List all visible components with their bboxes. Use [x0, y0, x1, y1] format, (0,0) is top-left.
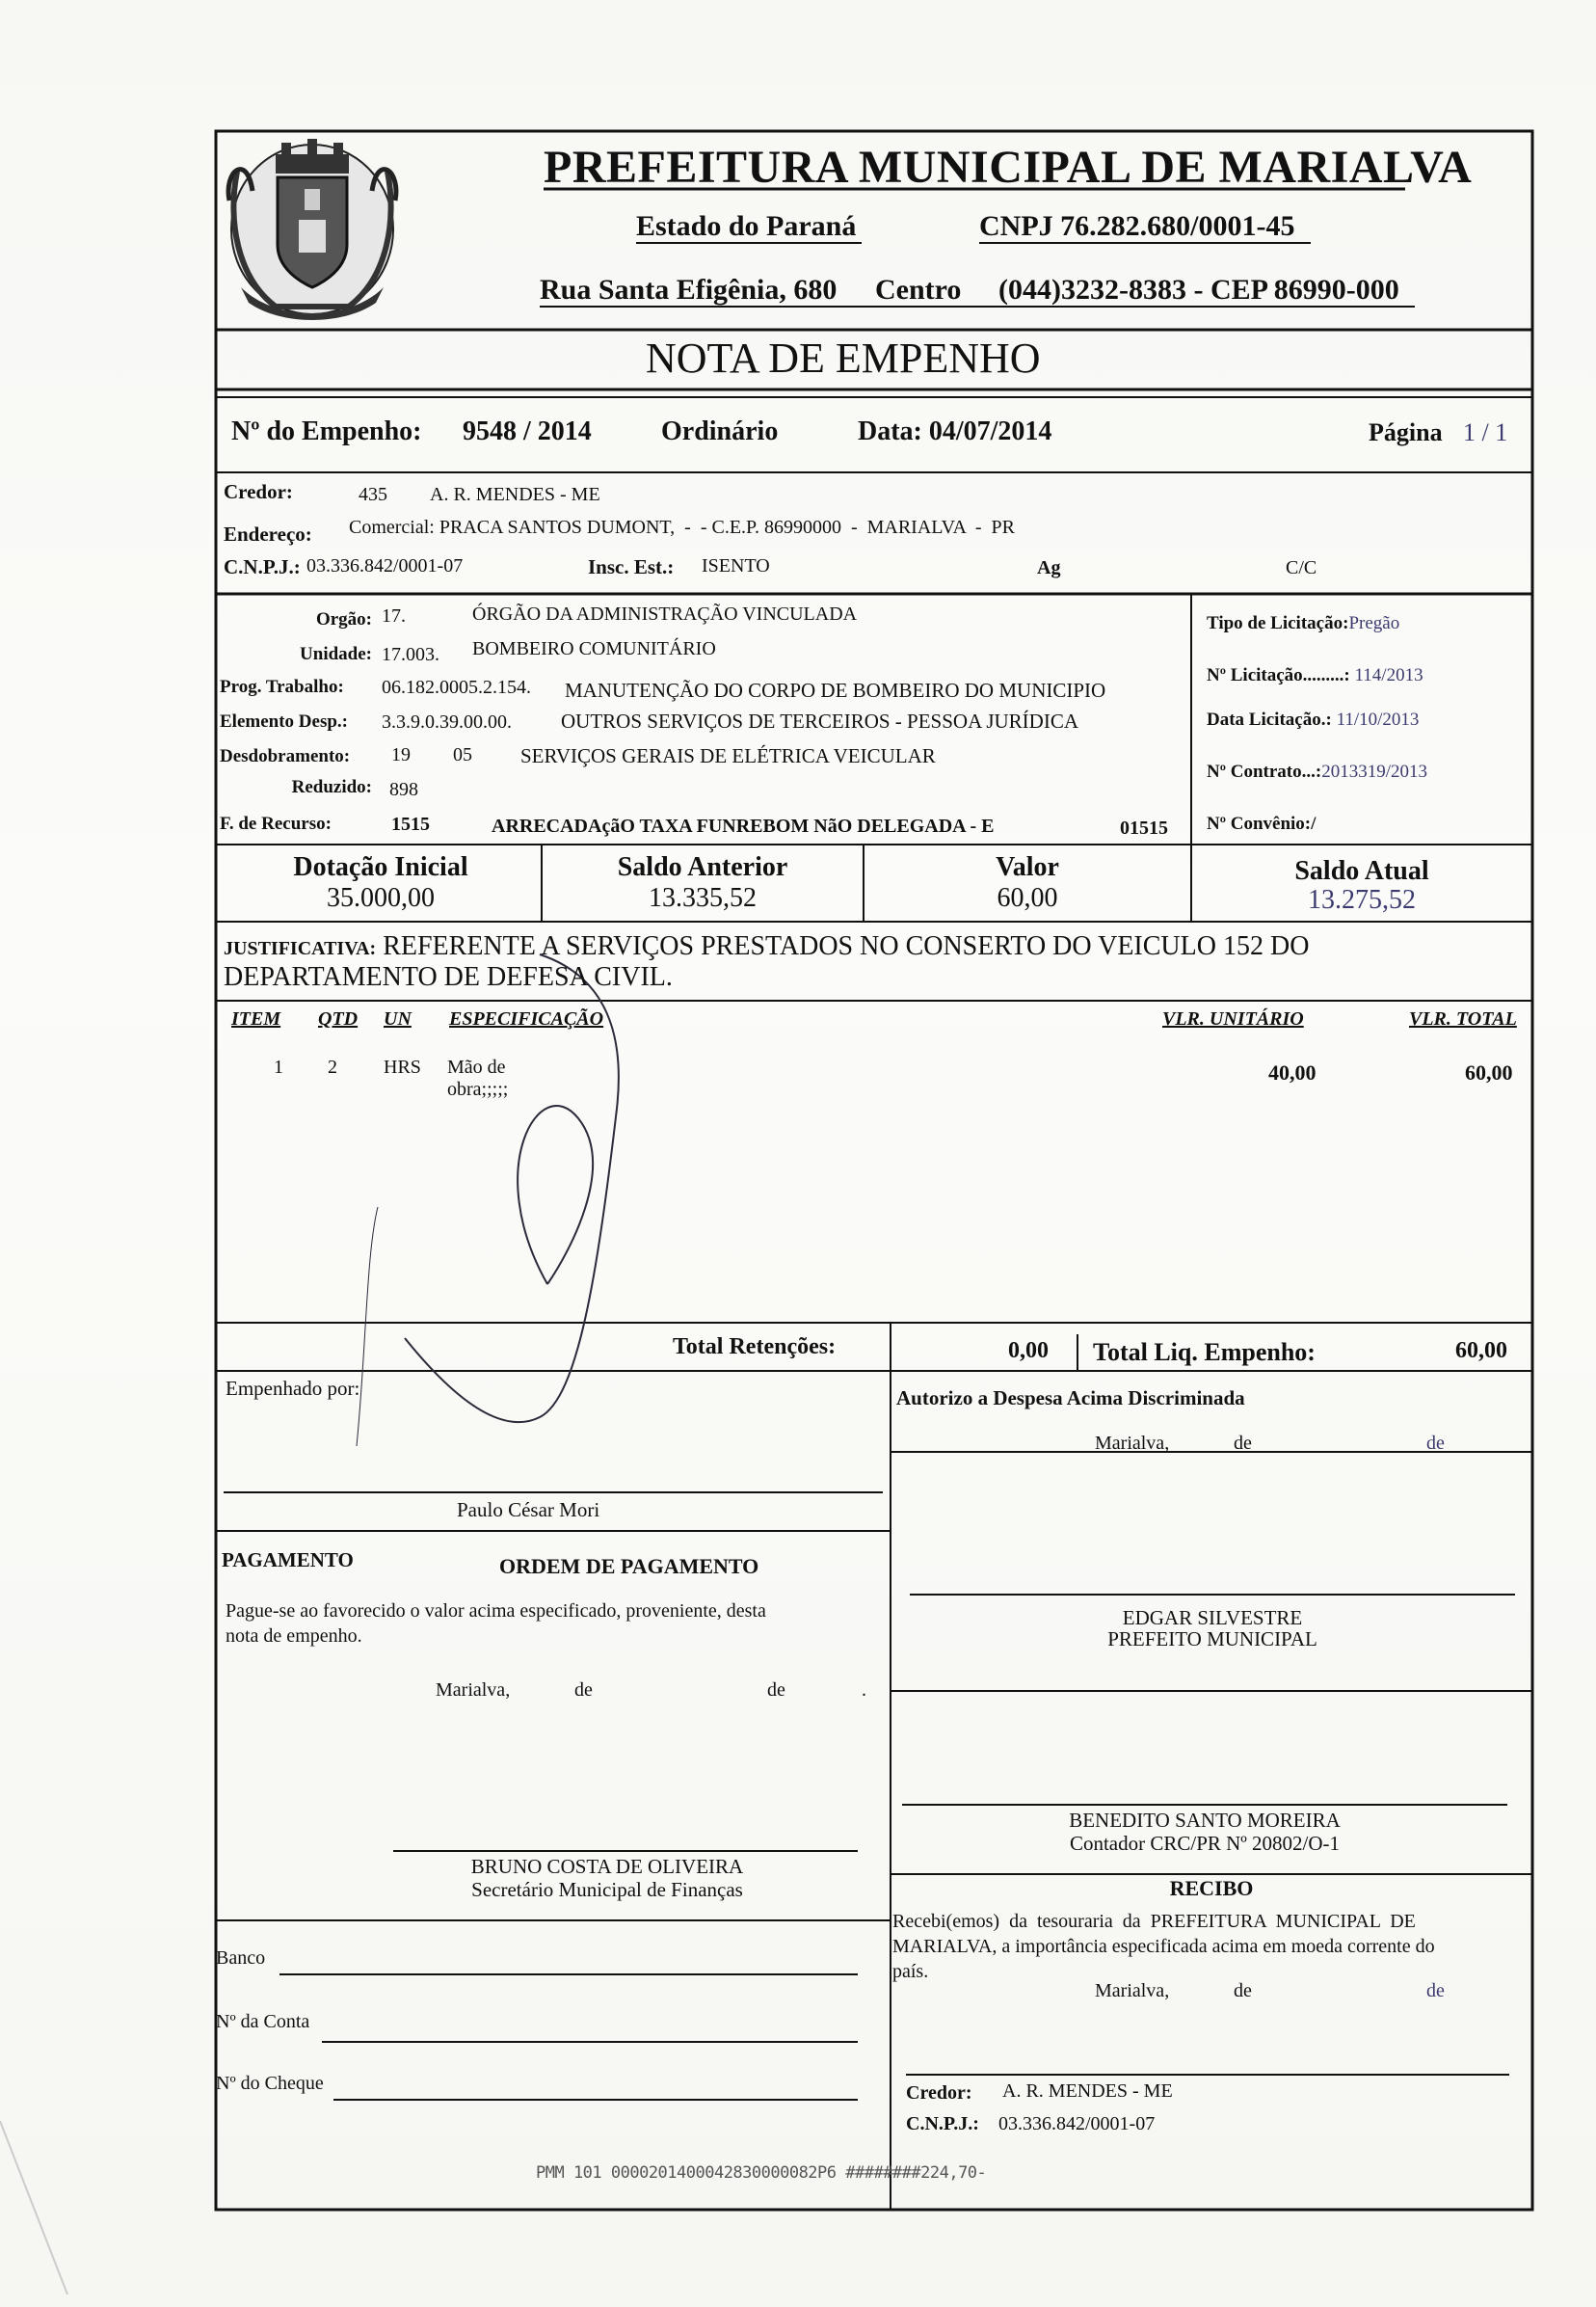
autorizo-de1: de [1234, 1433, 1252, 1454]
dotacao-label: Dotação Inicial [293, 852, 468, 882]
justificativa-line2: DEPARTAMENTO DE DEFESA CIVIL. [224, 962, 673, 992]
orgao-code: 17. [382, 605, 406, 627]
row-item: 1 [274, 1057, 283, 1078]
autorizo-city: Marialva, [1095, 1433, 1170, 1454]
page-label: Página [1369, 418, 1443, 446]
licitacao-tipo-label: Tipo de Licitação: [1207, 613, 1349, 633]
reduzido-label: Reduzido: [291, 777, 372, 797]
saldo-atual-value: 13.275,52 [1308, 885, 1416, 915]
header-district: Centro [875, 274, 962, 306]
prog-code: 06.182.0005.2.154. [382, 677, 531, 698]
empenhado-label: Empenhado por: [226, 1377, 360, 1400]
recibo-texto3: país. [892, 1961, 929, 1982]
licitacao-tipo [1207, 613, 1399, 634]
saldo-anterior-label: Saldo Anterior [617, 852, 788, 882]
col-total-header: VLR. TOTAL [1409, 1008, 1517, 1030]
row-un: HRS [384, 1057, 421, 1078]
prefeito-nome: EDGAR SILVESTRE [1122, 1606, 1303, 1629]
insc-value: ISENTO [702, 555, 770, 577]
credor-cnpj: 03.336.842/0001-07 [306, 555, 464, 577]
licitacao-data-value: 11/10/2013 [1336, 710, 1420, 730]
pagamento-de2: de [767, 1679, 785, 1701]
col-spec-header: ESPECIFICAÇÃO [449, 1008, 604, 1030]
unidade-name: BOMBEIRO COMUNITÁRIO [472, 638, 716, 659]
row-total: 60,00 [1465, 1060, 1513, 1085]
justificativa-label: JUSTIFICATIVA: [224, 938, 377, 959]
desdobramento-a: 19 [391, 744, 411, 765]
prefeito-cargo: PREFEITO MUNICIPAL [1107, 1627, 1317, 1650]
page-value: 1 / 1 [1463, 418, 1508, 446]
desdobramento-b: 05 [453, 744, 472, 765]
justificativa [224, 931, 1309, 962]
credor-address: Comercial: PRACA SANTOS DUMONT, - - C.E.P. 86990000 - MARIALVA - PR [349, 517, 1015, 538]
licitacao-data-label: Data Licitação.: [1207, 710, 1332, 730]
dotacao-value: 35.000,00 [327, 883, 435, 913]
orgao-name: ÓRGÃO DA ADMINISTRAÇÃO VINCULADA [472, 604, 858, 625]
credor-code: 435 [359, 484, 387, 505]
row-qtd: 2 [328, 1057, 337, 1078]
liq-label: Total Liq. Empenho: [1093, 1338, 1316, 1366]
elemento-code: 3.3.9.0.39.00.00. [382, 711, 512, 733]
credor-name: A. R. MENDES - ME [430, 484, 600, 505]
recibo-city: Marialva, [1095, 1980, 1170, 2001]
header-address: Rua Santa Efigênia, 680 [540, 274, 838, 306]
empenhado-nome: Paulo César Mori [457, 1498, 600, 1521]
footer-code: PMM 101 0000201400042830000082P6 ########224,70- [536, 2163, 987, 2183]
prog-name: MANUTENÇÃO DO CORPO DE BOMBEIRO DO MUNICIPIO [565, 679, 1106, 702]
recibo-cnpj: 03.336.842/0001-07 [998, 2113, 1156, 2134]
recibo-texto2: MARIALVA, a importância especificada acima em moeda corrente do [892, 1936, 1435, 1957]
reduzido-value: 898 [389, 779, 418, 800]
address-label: Endereço: [224, 523, 312, 546]
licitacao-data [1207, 710, 1419, 731]
recurso-name: ARRECADAçãO TAXA FUNREBOM NãO DELEGADA - E [492, 816, 995, 837]
contador-cargo: Contador CRC/PR Nº 20802/O-1 [1069, 1832, 1341, 1855]
desdobramento-name: SERVIÇOS GERAIS DE ELÉTRICA VEICULAR [520, 744, 936, 767]
credor-label: Credor: [224, 480, 293, 503]
pagamento-texto1: Pague-se ao favorecido o valor acima especificado, proveniente, desta [226, 1600, 766, 1622]
licitacao-num [1207, 665, 1423, 686]
empenho-date: Data: 04/07/2014 [858, 416, 1052, 446]
credor-cnpj-label: C.N.P.J.: [224, 555, 301, 578]
liq-value: 60,00 [1455, 1338, 1507, 1363]
recibo-title: RECIBO [1169, 1876, 1254, 1900]
document-title: NOTA DE EMPENHO [646, 335, 1041, 382]
insc-label: Insc. Est.: [588, 555, 675, 578]
unidade-label: Unidade: [300, 644, 372, 664]
banco-label: Banco [216, 1947, 266, 1969]
valor-label: Valor [996, 852, 1059, 882]
pagamento-texto2: nota de empenho. [226, 1625, 362, 1647]
empenho-type: Ordinário [661, 416, 779, 446]
saldo-anterior-value: 13.335,52 [649, 883, 757, 913]
elemento-name: OUTROS SERVIÇOS DE TERCEIROS - PESSOA JURÍDICA [561, 710, 1079, 733]
col-item-header: ITEM [231, 1008, 281, 1030]
unidade-code: 17.003. [382, 644, 439, 665]
retencoes-value: 0,00 [1008, 1338, 1049, 1363]
desdobramento-label: Desdobramento: [220, 746, 351, 766]
col-unit-header: VLR. UNITÁRIO [1162, 1008, 1304, 1030]
elemento-label: Elemento Desp.: [220, 711, 348, 732]
pagamento-city: Marialva, [436, 1679, 511, 1701]
recibo-de1: de [1234, 1980, 1252, 2001]
licitacao-num-value: 114/2013 [1354, 665, 1423, 685]
valor-value: 60,00 [997, 883, 1058, 913]
contrato-value: 2013319/2013 [1321, 762, 1427, 782]
recurso-label: F. de Recurso: [220, 814, 332, 834]
contrato [1207, 762, 1427, 783]
coat-of-arms-icon [218, 133, 407, 330]
justificativa-line1: REFERENTE A SERVIÇOS PRESTADOS NO CONSERTO DO VEICULO 152 DO [383, 931, 1310, 961]
recibo-de2: de [1426, 1980, 1445, 2001]
autorizo-label: Autorizo a Despesa Acima Discriminada [896, 1386, 1245, 1409]
row-unit: 40,00 [1268, 1060, 1317, 1085]
saldo-atual-label: Saldo Atual [1294, 856, 1429, 886]
ag-label: Ag [1037, 557, 1061, 578]
conta-label: Nº da Conta [216, 2011, 310, 2032]
secretario-nome: BRUNO COSTA DE OLIVEIRA [470, 1855, 744, 1878]
licitacao-num-label: Nº Licitação.........: [1207, 665, 1350, 685]
recibo-credor-label: Credor: [906, 2082, 972, 2104]
empenho-number: 9548 / 2014 [463, 416, 592, 446]
cc-label: C/C [1286, 557, 1317, 578]
header-phone-cep: (044)3232-8383 - CEP 86990-000 [998, 274, 1399, 306]
ordem-pagamento-label: ORDEM DE PAGAMENTO [499, 1554, 759, 1578]
orgao-label: Orgão: [315, 609, 372, 630]
row-spec: Mão de obra;;;;; [447, 1057, 509, 1100]
pagamento-de1: de [574, 1679, 593, 1701]
pagamento-period: . [862, 1679, 866, 1701]
contador-nome: BENEDITO SANTO MOREIRA [1069, 1809, 1341, 1832]
convenio-label: Nº Convênio:/ [1207, 814, 1317, 834]
autorizo-de2: de [1426, 1433, 1445, 1454]
recibo-credor: A. R. MENDES - ME [1002, 2080, 1173, 2102]
secretario-cargo: Secretário Municipal de Finanças [471, 1878, 743, 1901]
recurso-num: 01515 [1120, 818, 1168, 839]
licitacao-tipo-value: Pregão [1348, 613, 1400, 633]
col-un-header: UN [384, 1008, 412, 1030]
recibo-cnpj-label: C.N.P.J.: [906, 2113, 979, 2134]
empenho-label: Nº do Empenho: [231, 416, 422, 446]
col-qtd-header: QTD [318, 1008, 359, 1030]
pagamento-label: PAGAMENTO [222, 1548, 354, 1571]
prog-label: Prog. Trabalho: [220, 677, 344, 697]
recurso-code: 1515 [391, 814, 430, 835]
recibo-texto1: Recebi(emos) da tesouraria da PREFEITURA MUNICIPAL DE [892, 1911, 1416, 1932]
contrato-label: Nº Contrato...: [1207, 762, 1322, 782]
cheque-label: Nº do Cheque [216, 2073, 324, 2094]
header-state: Estado do Paraná [636, 210, 857, 242]
header-title: PREFEITURA MUNICIPAL DE MARIALVA [544, 142, 1473, 193]
retencoes-label: Total Retenções: [673, 1334, 837, 1359]
header-cnpj: CNPJ 76.282.680/0001-45 [979, 210, 1295, 242]
